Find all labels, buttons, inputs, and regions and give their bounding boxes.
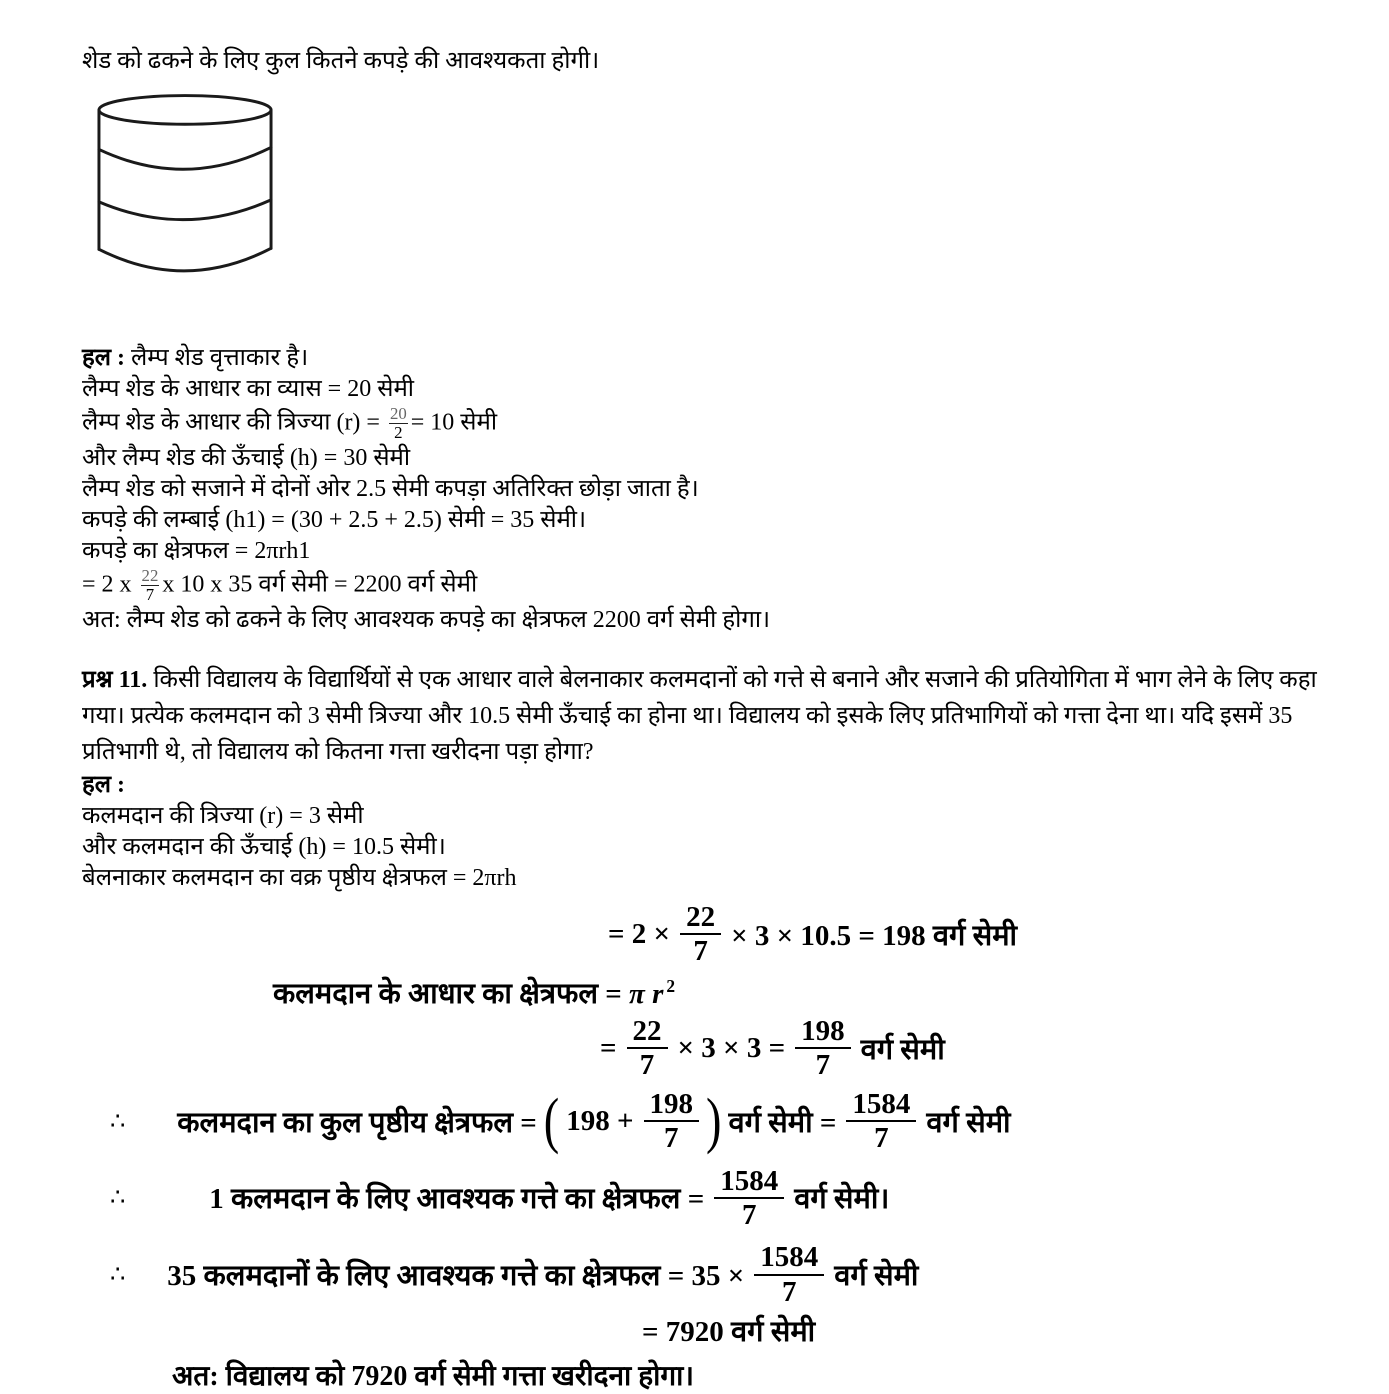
fraction-numerator: 198 bbox=[795, 1016, 851, 1049]
cylinder-bottom-curve bbox=[99, 248, 271, 270]
exponent: 2 bbox=[666, 976, 676, 997]
solution-text: x 10 x 35 वर्ग सेमी = 2200 वर्ग सेमी bbox=[162, 571, 478, 598]
fraction bbox=[141, 567, 160, 605]
equation-text: 35 कलमदानों के लिए आवश्यक गत्ते का क्षेत्रफल = 35 × bbox=[167, 1260, 745, 1293]
equation-final-value bbox=[642, 1311, 1349, 1350]
equation-text: = 2 × bbox=[608, 917, 671, 950]
equation-text: = bbox=[600, 1031, 617, 1064]
question-11 bbox=[82, 662, 1344, 770]
solution-line bbox=[82, 343, 1349, 374]
solution-line bbox=[82, 505, 1349, 536]
solution-11-equations bbox=[82, 902, 1349, 1394]
therefore-symbol: ∴ bbox=[110, 1108, 126, 1135]
solution-text: = 2 x bbox=[82, 571, 138, 598]
intro-line bbox=[82, 46, 1349, 77]
solution-line bbox=[82, 374, 1349, 405]
conclusion-text: अत: विद्यालय को 7920 वर्ग सेमी गत्ता खरीदना होगा। bbox=[172, 1361, 695, 1393]
solution-line bbox=[82, 801, 1349, 832]
solution-line bbox=[82, 443, 1349, 474]
solution-line bbox=[82, 863, 1349, 894]
equation-base-area-value bbox=[600, 1016, 1349, 1081]
fraction bbox=[714, 1166, 784, 1231]
equation-text: कलमदान के आधार का क्षेत्रफल = bbox=[273, 977, 630, 1010]
equation-one-penholder bbox=[110, 1166, 1349, 1231]
solution-text: लैम्प शेड वृत्ताकार है। bbox=[131, 345, 309, 371]
fraction-numerator: 22 bbox=[141, 565, 159, 585]
solution-text: बेलनाकार कलमदान का वक्र पृष्ठीय क्षेत्रफल = 2πrh bbox=[82, 864, 517, 891]
fraction-denominator: 7 bbox=[639, 1049, 655, 1082]
equation-text: वर्ग सेमी bbox=[834, 1260, 919, 1293]
equation-total-surface bbox=[110, 1086, 1349, 1156]
equation-base-area bbox=[273, 973, 1349, 1012]
solution-conclusion-10 bbox=[82, 605, 1349, 636]
intro-text: शेड को ढकने के लिए कुल कितने कपड़े की आवश्यकता होगी। bbox=[82, 48, 600, 74]
solution-text: लैम्प शेड को सजाने में दोनों ओर 2.5 सेमी कपड़ा अतिरिक्त छोड़ा जाता है। bbox=[82, 475, 699, 502]
equation-text: वर्ग सेमी। bbox=[794, 1183, 890, 1216]
fraction-denominator: 7 bbox=[741, 1198, 757, 1231]
fraction-denominator: 7 bbox=[815, 1049, 831, 1082]
fraction bbox=[846, 1089, 916, 1154]
solution-label: हल : bbox=[82, 345, 126, 371]
equation-text: 1 कलमदान के लिए आवश्यक गत्ते का क्षेत्रफल = bbox=[209, 1183, 705, 1216]
equation-text: = 7920 वर्ग सेमी bbox=[642, 1316, 816, 1349]
equation-text: वर्ग सेमी bbox=[926, 1106, 1011, 1139]
solution-10 bbox=[82, 343, 1349, 636]
open-paren: ( bbox=[543, 1086, 560, 1156]
fraction-numerator: 22 bbox=[680, 902, 721, 935]
fraction bbox=[627, 1016, 668, 1081]
fraction bbox=[644, 1089, 700, 1154]
solution-text: अत: लैम्प शेड को ढकने के लिए आवश्यक कपड़े का क्षेत्रफल 2200 वर्ग सेमी होगा। bbox=[82, 606, 771, 633]
cylinder-band-1 bbox=[99, 147, 271, 169]
therefore-symbol: ∴ bbox=[110, 1262, 126, 1289]
cylinder-drawing bbox=[96, 93, 274, 285]
close-paren: ) bbox=[706, 1086, 722, 1156]
solution-line bbox=[82, 567, 1349, 605]
question-text: किसी विद्यालय के विद्यार्थियों से एक आधार वाले बेलनाकार कलमदानों को गत्ते से बनाने और सजाने की प्रतियोगिता में भाग लेने के लिए कहा गया। प्रत्येक कलमदान को 3 सेमी त्रिज्या और 10.5 सेमी ऊँचाई का होना था। विद्यालय को इसके लिए प्रतिभागियों को गत्ता देना था। यदि इसमें 35 प्रतिभागी थे, तो विद्यालय को कितना गत्ता खरीदना पड़ा होगा? bbox=[82, 666, 1317, 765]
equation-text: वर्ग सेमी bbox=[860, 1033, 945, 1066]
fraction-numerator: 198 bbox=[644, 1089, 700, 1122]
fraction bbox=[754, 1242, 824, 1307]
fraction-numerator: 1584 bbox=[754, 1242, 824, 1275]
question-number: प्रश्न 11. bbox=[82, 666, 148, 693]
fraction bbox=[389, 405, 408, 443]
pi-r-term: π r bbox=[629, 977, 664, 1010]
equation-text: × 3 × 3 = bbox=[677, 1031, 786, 1064]
solution-text: और लैम्प शेड की ऊँचाई (h) = 30 सेमी bbox=[82, 444, 411, 471]
solution-text: लैम्प शेड के आधार की त्रिज्या (r) = bbox=[82, 409, 386, 436]
equation-35-penholders bbox=[110, 1242, 1349, 1307]
solution-line bbox=[82, 405, 1349, 443]
solution-line bbox=[82, 536, 1349, 567]
question-11-paragraph bbox=[82, 662, 1344, 770]
fraction-denominator: 7 bbox=[874, 1122, 889, 1155]
equation-text: कलमदान का कुल पृष्ठीय क्षेत्रफल = bbox=[177, 1106, 537, 1139]
fraction-numerator: 22 bbox=[627, 1016, 668, 1049]
fraction bbox=[795, 1016, 851, 1081]
solution-line bbox=[82, 474, 1349, 505]
fraction-denominator: 7 bbox=[664, 1122, 679, 1155]
final-conclusion bbox=[172, 1356, 1349, 1394]
solution-line bbox=[82, 832, 1349, 863]
solution-label: हल : bbox=[82, 771, 126, 798]
equation-text: × 3 × 10.5 = 198 वर्ग सेमी bbox=[731, 919, 1018, 952]
solution-text: कपड़े का क्षेत्रफल = 2πrh1 bbox=[82, 537, 311, 564]
fraction-numerator: 1584 bbox=[846, 1089, 916, 1122]
solution-line bbox=[82, 770, 1349, 801]
fraction-numerator: 1584 bbox=[714, 1166, 784, 1199]
therefore-symbol: ∴ bbox=[110, 1185, 126, 1212]
fraction-denominator: 7 bbox=[145, 585, 155, 605]
equation-text: वर्ग सेमी = bbox=[728, 1106, 837, 1139]
solution-text: कपड़े की लम्बाई (h1) = (30 + 2.5 + 2.5) सेमी = 35 सेमी। bbox=[82, 506, 587, 533]
fraction-denominator: 7 bbox=[693, 935, 708, 968]
solution-text: = 10 सेमी bbox=[410, 409, 498, 436]
fraction-denominator: 7 bbox=[782, 1275, 797, 1308]
cylinder-top-ellipse bbox=[99, 96, 271, 125]
solution-11-intro bbox=[82, 770, 1349, 894]
cylinder-band-2 bbox=[99, 200, 271, 220]
solution-text: कलमदान की त्रिज्या (r) = 3 सेमी bbox=[82, 802, 364, 829]
fraction bbox=[680, 902, 721, 967]
fraction-denominator: 2 bbox=[394, 423, 403, 443]
solution-text: लैम्प शेड के आधार का व्यास = 20 सेमी bbox=[82, 376, 415, 402]
equation-text: 198 + bbox=[566, 1104, 634, 1137]
solution-text: और कलमदान की ऊँचाई (h) = 10.5 सेमी। bbox=[82, 833, 446, 860]
fraction-numerator: 20 bbox=[389, 404, 407, 423]
cylinder-figure bbox=[96, 93, 1349, 293]
equation-csa bbox=[608, 902, 1349, 967]
